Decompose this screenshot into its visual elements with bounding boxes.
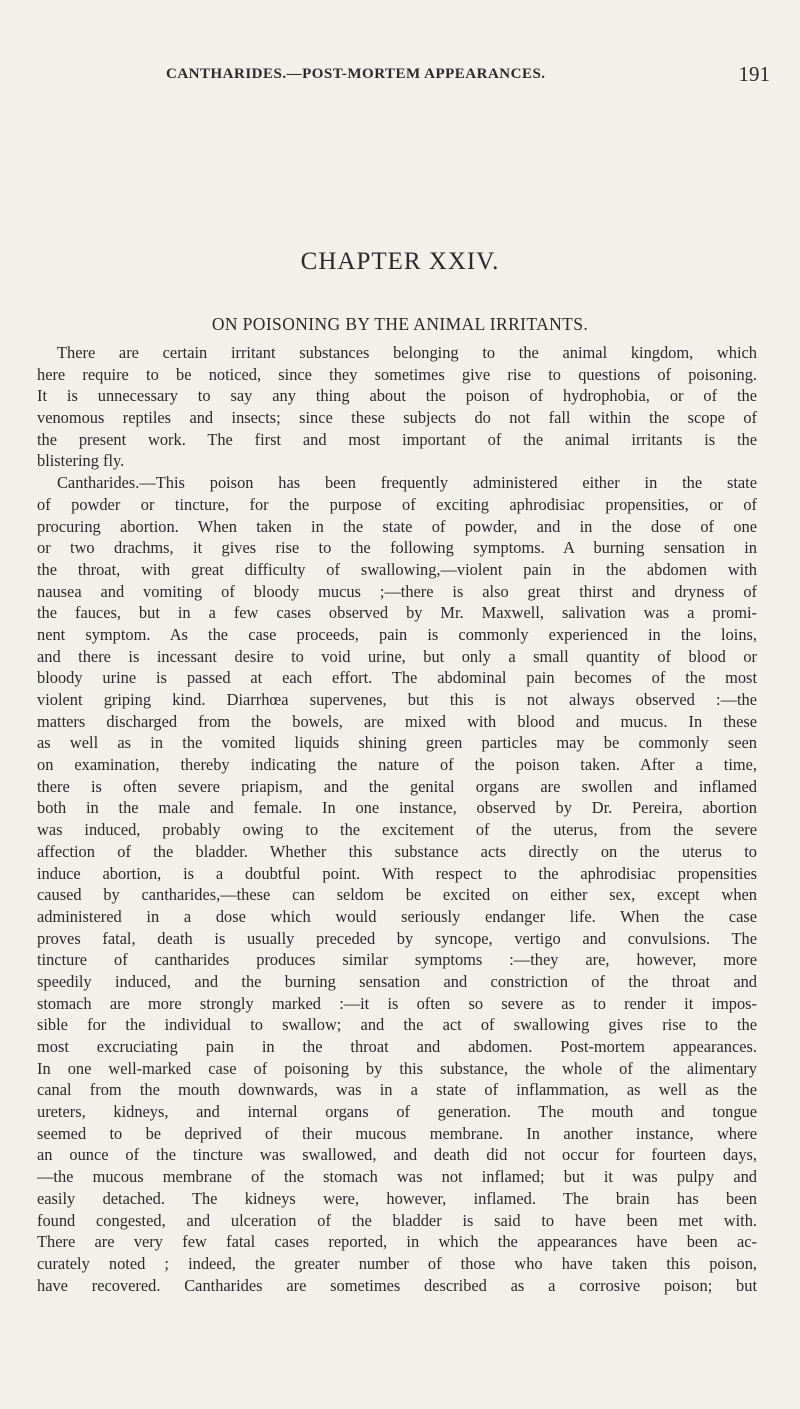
text-line: both in the male and female. In one instance, observed by Dr. Pereira, abortion	[37, 798, 757, 818]
text-line: nent symptom. As the case proceeds, pain is commonly experienced in the loins,	[37, 624, 757, 644]
text-line: violent griping kind. Diarrhœa supervenes, but this is not always observed :—the	[37, 690, 757, 709]
text-line: nausea and vomiting of bloody mucus ;—there is also great thirst and dryness of	[37, 581, 757, 601]
text-line: ureters, kidneys, and internal organs of generation. The mouth and tongue	[37, 1102, 757, 1122]
running-head	[0, 62, 770, 96]
text-line: the throat, with great difficulty of swallowing,—violent pain in the abdomen with	[37, 559, 757, 579]
text-line: induce abortion, is a doubtful point. With respect to the aphrodisiac propensities	[37, 863, 757, 883]
text-line: as well as in the vomited liquids shining green particles may be commonly seen	[37, 733, 757, 753]
text-line: speedily induced, and the burning sensation and constriction of the throat and	[37, 971, 757, 991]
text-line: or two drachms, it gives rise to the following symptoms. A burning sensation in	[37, 538, 757, 558]
text-line: Cantharides.—This poison has been frequently administered either in the state	[57, 473, 757, 493]
text-line: easily detached. The kidneys were, however, inflamed. The brain has been	[37, 1188, 757, 1208]
text-line: found congested, and ulceration of the bladder is said to have been met with.	[37, 1210, 757, 1230]
paragraph	[37, 342, 757, 472]
text-line: sible for the individual to swallow; and the act of swallowing gives rise to the	[37, 1015, 757, 1035]
text-line: and there is incessant desire to void urine, but only a small quantity of blood or	[37, 646, 757, 666]
text-line: an ounce of the tincture was swallowed, and death did not occur for fourteen days,	[37, 1145, 757, 1165]
chapter-title: CHAPTER XXIV.	[300, 248, 500, 275]
text-line: There are very few fatal cases reported, in which the appearances have been ac-	[37, 1232, 757, 1252]
text-line: procuring abortion. When taken in the state of powder, and in the dose of one	[37, 516, 757, 536]
text-line: administered in a dose which would seriously endanger life. When the case	[37, 906, 757, 926]
paragraph	[37, 472, 757, 1296]
text-line: canal from the mouth downwards, was in a state of inflammation, as well as the	[37, 1080, 757, 1100]
text-line: caused by cantharides,—these can seldom be excited on either sex, except when	[37, 885, 757, 905]
text-line: of powder or tincture, for the purpose of exciting aphrodisiac propensities, or of	[37, 494, 757, 514]
text-line: proves fatal, death is usually preceded by syncope, vertigo and convulsions. The	[37, 928, 757, 948]
body-text	[37, 342, 757, 1296]
text-line: have recovered. Cantharides are sometimes described as a corrosive poison; but	[37, 1275, 757, 1295]
text-line: venomous reptiles and insects; since these subjects do not fall within the scope of	[37, 408, 757, 428]
section-title: ON POISONING BY THE ANIMAL IRRITANTS.	[211, 314, 589, 334]
text-line: here require to be noticed, since they sometimes give rise to questions of poisoning.	[37, 364, 757, 384]
text-line: seemed to be deprived of their mucous membrane. In another instance, where	[37, 1123, 757, 1143]
text-line: In one well-marked case of poisoning by this substance, the whole of the alimentary	[37, 1058, 757, 1078]
text-line: —the mucous membrane of the stomach was not inflamed; but it was pulpy and	[37, 1167, 757, 1187]
text-line: there is often severe priapism, and the genital organs are swollen and inflamed	[37, 776, 757, 796]
text-line: tincture of cantharides produces similar symptoms :—they are, however, more	[37, 950, 757, 970]
running-title: CANTHARIDES.—POST-MORTEM APPEARANCES.	[166, 66, 546, 82]
text-line: curately noted ; indeed, the greater number of those who have taken this poison,	[37, 1253, 757, 1273]
text-line: matters discharged from the bowels, are mixed with blood and mucus. In these	[37, 711, 757, 731]
text-line: the present work. The first and most important of the animal irritants is the	[37, 429, 757, 449]
text-line: It is unnecessary to say any thing about the poison of hydrophobia, or of the	[37, 386, 757, 406]
text-line: was induced, probably owing to the excitement of the uterus, from the severe	[37, 820, 757, 840]
text-line: stomach are more strongly marked :—it is often so severe as to render it impos-	[37, 993, 757, 1013]
text-line: blistering fly.	[37, 451, 125, 471]
text-line: most excruciating pain in the throat and abdomen. Post-mortem appearances.	[37, 1037, 757, 1056]
text-line: on examination, thereby indicating the nature of the poison taken. After a time,	[37, 755, 757, 775]
text-line: There are certain irritant substances belonging to the animal kingdom, which	[57, 343, 757, 362]
text-line: the fauces, but in a few cases observed by Mr. Maxwell, salivation was a promi-	[37, 603, 757, 623]
text-line: bloody urine is passed at each effort. The abdominal pain becomes of the most	[37, 668, 757, 688]
page-number: 191	[738, 62, 770, 86]
text-line: affection of the bladder. Whether this substance acts directly on the uterus to	[37, 841, 757, 861]
